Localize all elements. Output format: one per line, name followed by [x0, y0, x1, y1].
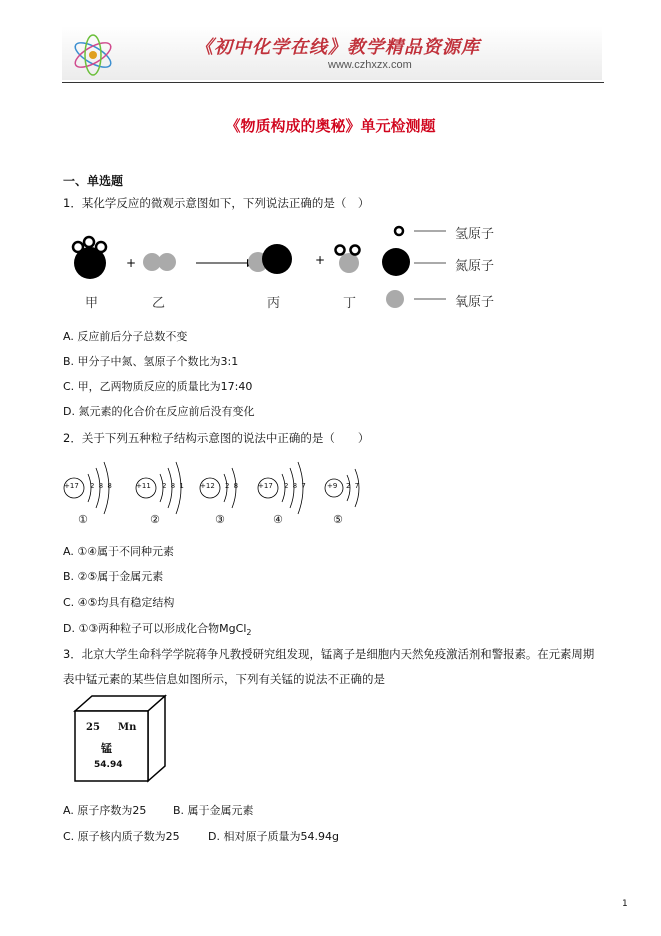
p2-shells: 2 8 1 — [162, 482, 184, 490]
document-title: 《物质构成的奥秘》单元检测题 — [225, 117, 436, 135]
label-jia: 甲 — [85, 296, 99, 311]
q1-stem: 1．某化学反应的微观示意图如下，下列说法正确的是（ ） — [63, 196, 370, 210]
p3-shells: 2 8 — [225, 482, 239, 490]
q2-option-c: C. ④⑤均具有稳定结构 — [63, 596, 175, 609]
q3-option-c: C. 原子核内质子数为25 — [63, 830, 180, 843]
legend-oxygen: 氧原子 — [455, 295, 495, 310]
p2-nucleus: +11 — [136, 482, 151, 490]
p2-label: ② — [150, 513, 160, 526]
q1-option-b: B. 甲分子中氮、氢原子个数比为3:1 — [63, 355, 239, 368]
q2-option-d-text: D. ①③两种粒子可以形成化合物MgCl — [63, 622, 247, 635]
q3-option-b: B. 属于金属元素 — [173, 804, 254, 817]
legend-nitrogen: 氮原子 — [455, 259, 495, 274]
p3-label: ③ — [215, 513, 225, 526]
atom-logo-icon — [70, 34, 116, 76]
svg-text:+: + — [315, 253, 326, 267]
label-yi: 乙 — [152, 296, 166, 311]
label-ding: 丁 — [343, 296, 357, 311]
p4-label: ④ — [273, 513, 283, 526]
q2-stem: 2．关于下列五种粒子结构示意图的说法中正确的是（ ） — [63, 431, 370, 445]
section-heading: 一、单选题 — [63, 174, 124, 188]
element-name: 锰 — [101, 742, 112, 755]
q1-option-a: A. 反应前后分子总数不变 — [63, 330, 188, 343]
label-bing: 丙 — [267, 296, 281, 311]
q3-option-d: D. 相对原子质量为54.94g — [208, 830, 339, 843]
p5-label: ⑤ — [333, 513, 343, 526]
p4-shells: 2 8 7 — [284, 482, 306, 490]
p5-shells: 2 7 — [346, 482, 360, 490]
page-number: 1 — [622, 899, 628, 909]
p1-shells: 2 8 8 — [90, 482, 112, 490]
svg-text:+: + — [126, 256, 137, 270]
q1-reaction-diagram — [62, 222, 512, 320]
p3-nucleus: +12 — [200, 482, 215, 490]
q2-option-d-subscript: 2 — [246, 628, 252, 638]
q2-option-d — [63, 620, 252, 637]
q2-option-a: A. ①④属于不同种元素 — [63, 545, 175, 558]
element-number: 25 — [86, 722, 100, 733]
p4-nucleus: +17 — [258, 482, 273, 490]
q3-stem-line2: 表中锰元素的某些信息如图所示，下列有关锰的说法不正确的是 — [63, 672, 385, 686]
q3-option-a: A. 原子序数为25 — [63, 804, 147, 817]
p1-nucleus: +17 — [64, 482, 79, 490]
element-symbol: Mn — [118, 722, 137, 733]
q1-option-c: C. 甲，乙两物质反应的质量比为17:40 — [63, 380, 253, 393]
header-title: 《初中化学在线》教学精品资源库 — [195, 37, 480, 58]
p1-label: ① — [78, 513, 88, 526]
header-divider — [62, 82, 604, 83]
legend-hydrogen: 氢原子 — [455, 227, 495, 242]
element-mass: 54.94 — [94, 760, 123, 770]
q2-option-b: B. ②⑤属于金属元素 — [63, 570, 164, 583]
header-url[interactable]: www.czhxzx.com — [328, 59, 412, 71]
element-card-cube — [72, 694, 172, 786]
q1-option-d: D. 氮元素的化合价在反应前后没有变化 — [63, 405, 255, 418]
q3-stem-line1: 3．北京大学生命科学学院蒋争凡教授研究组发现，锰离子是细胞内天然免疫激活剂和警报素。在元素周期 — [63, 647, 595, 661]
p5-nucleus: +9 — [327, 482, 338, 490]
